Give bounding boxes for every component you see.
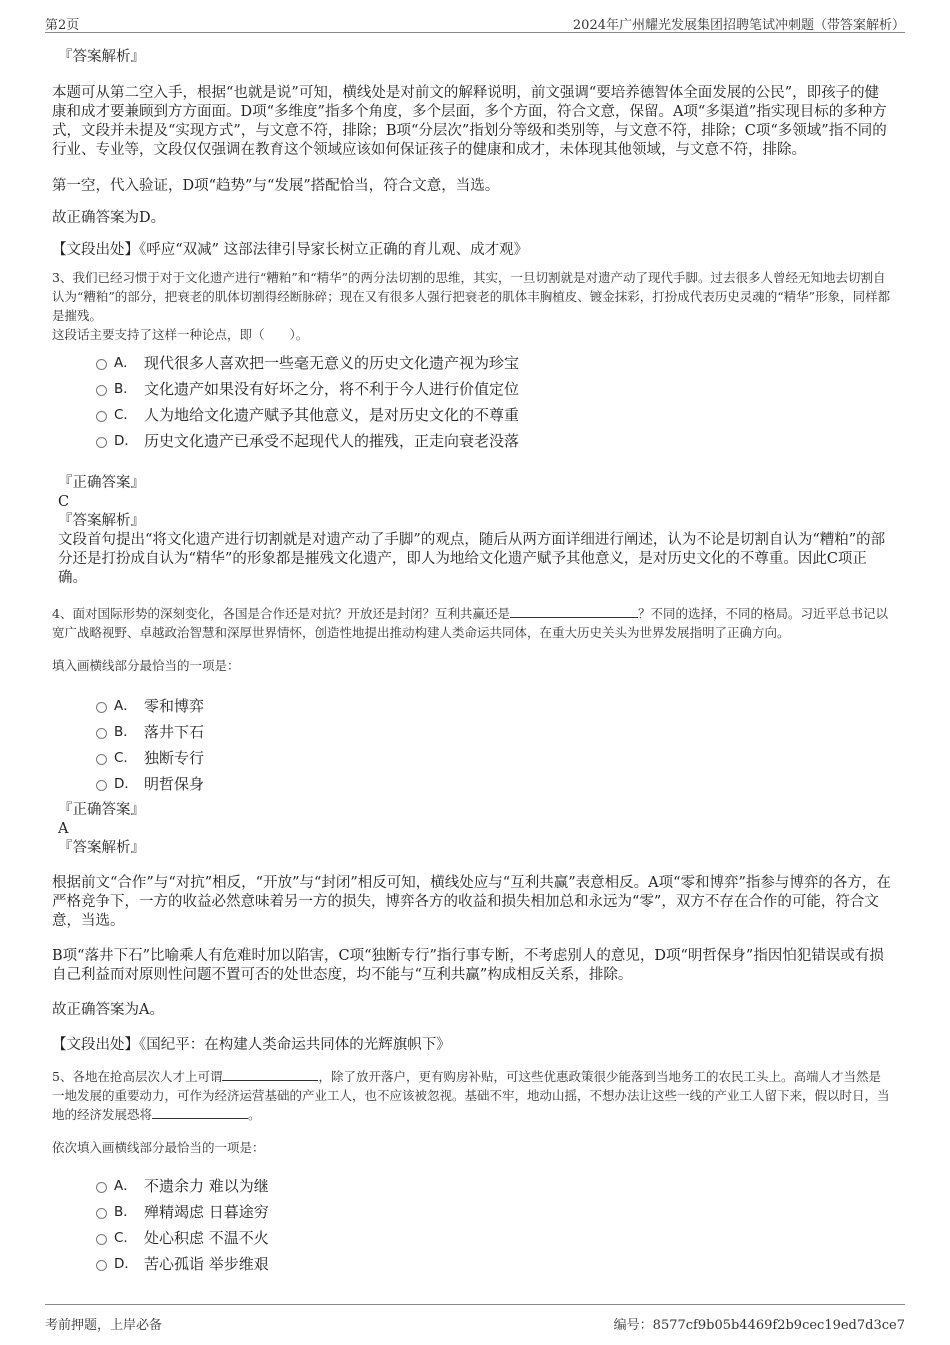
q3-option-d[interactable]: D． 历史文化遗产已承受不起现代人的摧残，正走向衰老没落 bbox=[52, 428, 892, 454]
q4-stem: 4、面对国际形势的深刻变化，各国是合作还是对抗？开放还是封闭？互利共赢还是 ？不同的选择，不同的格局。习近平总书记以宽广战略视野、卓越政治智慧和深厚世界情怀，创造性地提出推动构建人类命运共同体，在重大历史关头为世界发展指明了正确方向。 bbox=[52, 606, 888, 640]
radio-icon[interactable] bbox=[96, 1260, 107, 1271]
q4-question: 填入画横线部分最恰当的一项是： bbox=[52, 658, 240, 673]
radio-icon[interactable] bbox=[96, 1182, 107, 1193]
radio-icon[interactable] bbox=[96, 411, 107, 422]
q3-analysis: 文段首句提出“将文化遗产进行切割就是对遗产动了手脚”的观点，随后从两方面详细进行阐述，认为不论是切割自认为“糟粕”的部分还是打扮成自认为“精华”的形象都是摧残文化遗产，即人为地给文化遗产赋予其他意义，是对历史文化的不尊重。因此C项正确。 bbox=[58, 532, 886, 586]
q5-blank-2 bbox=[152, 1106, 248, 1119]
q3-option-c[interactable]: C． 人为地给文化遗产赋予其他意义，是对历史文化的不尊重 bbox=[52, 402, 892, 428]
radio-icon[interactable] bbox=[96, 754, 107, 765]
q5-question: 依次填入画横线部分最恰当的一项是： bbox=[52, 1140, 265, 1155]
radio-icon[interactable] bbox=[96, 702, 107, 713]
q2-analysis-label: 『答案解析』 bbox=[58, 49, 145, 65]
q5-option-c[interactable]: C． 处心积虑 不温不火 bbox=[52, 1225, 892, 1251]
q2-conclusion: 故正确答案为D。 bbox=[52, 210, 166, 226]
radio-icon[interactable] bbox=[96, 437, 107, 448]
q3-option-b[interactable]: B． 文化遗产如果没有好坏之分，将不利于今人进行价值定位 bbox=[52, 376, 892, 402]
q3-answer-label: 『正确答案』 bbox=[58, 475, 145, 491]
q4-analysis-paragraph-2: B项“落井下石”比喻乘人有危难时加以陷害，C项“独断专行”指行事专断，不考虑别人的意见，D项“明哲保身”指因怕犯错误或有损自己利益而对原则性问题不置可否的处世态度，均不能与“互利共赢”构成相反关系，排除。 bbox=[52, 948, 884, 983]
q3-stem: 3、我们已经习惯于对于文化遗产进行“糟粕”和“精华”的两分法切割的思维，其实，一旦切割就是对遗产动了现代手脚。过去很多人曾经无知地去切割自认为“糟粕”的部分，把衰老的肌体切割得经断脉碎；现在又有很多人强行把衰老的肌体丰胸植皮、镀金抹彩，打扮成代表历史灵魂的“精华”形象，同样都是摧残。 bbox=[52, 270, 891, 323]
document-body bbox=[52, 44, 892, 1277]
q5-option-b[interactable]: B． 殚精竭虑 日暮途穷 bbox=[52, 1199, 892, 1225]
document-title: 2024年广州耀光发展集团招聘笔试冲刺题（带答案解析） bbox=[572, 18, 905, 33]
q4-analysis-label: 『答案解析』 bbox=[58, 840, 145, 856]
q2-source: 【文段出处】《呼应“双减” 这部法律引导家长树立正确的育儿观、成才观》 bbox=[52, 242, 529, 258]
page-number: 第2页 bbox=[45, 18, 80, 33]
page-header bbox=[45, 10, 905, 33]
q4-source: 【文段出处】《国纪平：在构建人类命运共同体的光辉旗帜下》 bbox=[52, 1037, 451, 1053]
radio-icon[interactable] bbox=[96, 728, 107, 739]
q2-analysis-paragraph-1: 本题可从第二空入手，根据“也就是说”可知，横线处是对前文的解释说明，前文强调“要培养德智体全面发展的公民”，即孩子的健康和成才要兼顾到方方面面。D项“多维度”指多个角度，多个层面，多个方面，符合文意，保留。A项“多渠道”指实现目标的多种方式，文段并未提及“实现方式”，与文意不符，排除；B项“分层次”指划分等级和类别等，与文意不符，排除；C项“多领域”指不同的行业、专业等，文段仅仅强调在教育这个领域应该如何保证孩子的健康和成才，未体现其他领域，与文意不符，排除。 bbox=[52, 85, 887, 158]
q5-option-d[interactable]: D． 苦心孤诣 举步维艰 bbox=[52, 1251, 892, 1277]
radio-icon[interactable] bbox=[96, 385, 107, 396]
q4-option-d[interactable]: D． 明哲保身 bbox=[52, 771, 892, 797]
q4-answer-label: 『正确答案』 bbox=[58, 802, 145, 818]
q4-option-c[interactable]: C． 独断专行 bbox=[52, 745, 892, 771]
q5-blank-1 bbox=[222, 1068, 318, 1081]
q4-analysis-paragraph-1: 根据前文“合作”与“对抗”相反，“开放”与“封闭”相反可知，横线处应与“互利共赢”表意相反。A项“零和博弈”指参与博弈的各方，在严格竞争下，一方的收益必然意味着另一方的损失，博弈各方的收益和损失相加总和永远为“零”，双方不存在合作的可能，符合文意，当选。 bbox=[52, 875, 891, 929]
q4-answer: A bbox=[58, 821, 69, 837]
footer-slogan: 考前押题，上岸必备 bbox=[45, 1318, 163, 1333]
q3-question: 这段话主要支持了这样一种论点，即（ ）。 bbox=[52, 327, 309, 342]
q4-option-b[interactable]: B． 落井下石 bbox=[52, 719, 892, 745]
q5-options bbox=[52, 1173, 892, 1277]
document-code: 编号：8577cf9b05b4469f2b9cec19ed7d3ce7 bbox=[613, 1318, 905, 1333]
radio-icon[interactable] bbox=[96, 359, 107, 370]
q2-analysis-paragraph-2: 第一空，代入验证，D项“趋势”与“发展”搭配恰当，符合文意，当选。 bbox=[52, 178, 500, 194]
q3-option-a[interactable]: A． 现代很多人喜欢把一些毫无意义的历史文化遗产视为珍宝 bbox=[52, 350, 892, 376]
q4-option-a[interactable]: A． 零和博弈 bbox=[52, 693, 892, 719]
q3-analysis-label: 『答案解析』 bbox=[58, 513, 145, 529]
q3-options bbox=[52, 350, 892, 454]
radio-icon[interactable] bbox=[96, 1234, 107, 1245]
page-footer bbox=[45, 1304, 905, 1335]
q5-stem: 5、各地在抢高层次人才上可谓 ，除了放开落户，更有购房补贴，可这些优惠政策很少能落到当地务工的农民工头上。高端人才当然是一地发展的重要动力，可作为经济运营基础的产业工人，也不应该被忽视。基础不牢，地动山摇，不想办法让这些一线的产业工人留下来，假以时日，当地的经济发展恐将 。 bbox=[52, 1069, 890, 1122]
q4-options bbox=[52, 693, 892, 797]
radio-icon[interactable] bbox=[96, 780, 107, 791]
radio-icon[interactable] bbox=[96, 1208, 107, 1219]
q4-blank bbox=[510, 605, 638, 618]
q5-option-a[interactable]: A． 不遗余力 难以为继 bbox=[52, 1173, 892, 1199]
q4-conclusion: 故正确答案为A。 bbox=[52, 1002, 164, 1018]
q3-answer: C bbox=[58, 494, 70, 510]
